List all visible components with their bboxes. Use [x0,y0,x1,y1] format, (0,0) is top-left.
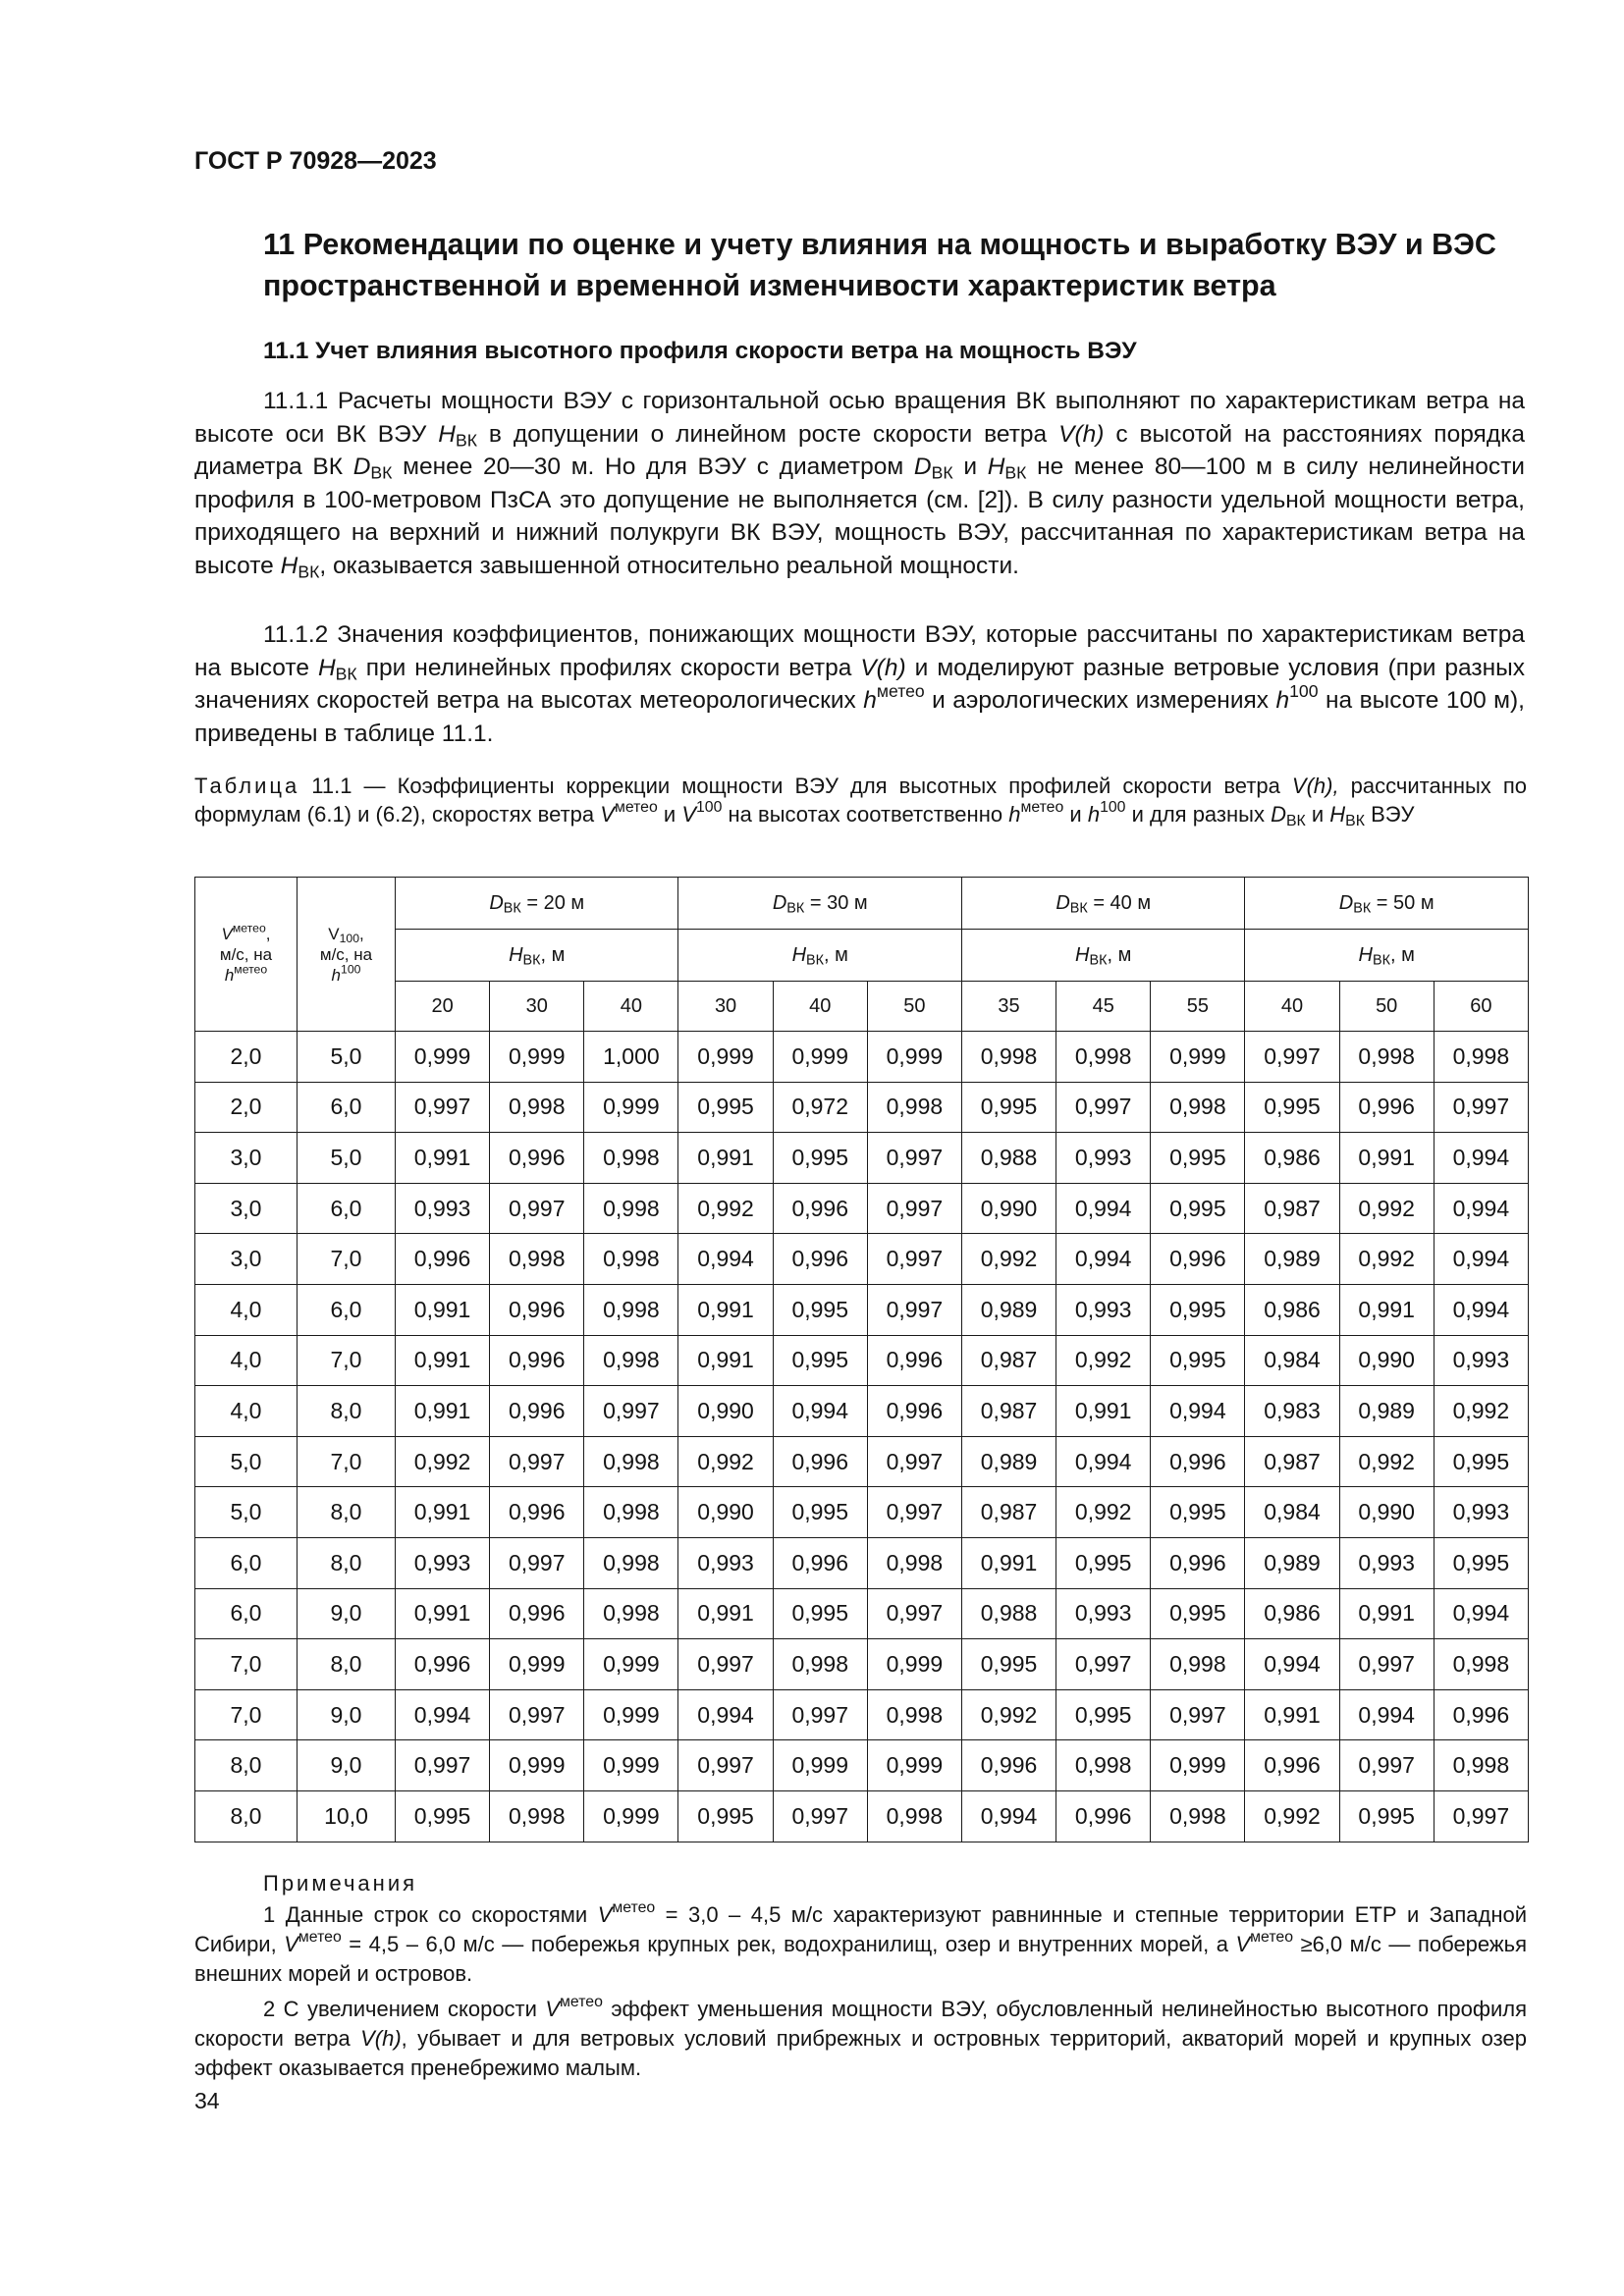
cell-coefficient: 0,991 [678,1284,773,1335]
cell-coefficient: 0,996 [1151,1234,1245,1285]
header-height-value: 50 [867,982,961,1032]
cell-coefficient: 0,996 [1434,1689,1528,1740]
cell-coefficient: 0,995 [1151,1487,1245,1538]
section-title: 11 Рекомендации по оценке и учету влияния на мощность и выработку ВЭУ и ВЭС пространственной и временной изменчивости характеристик ветра [263,228,1496,302]
cell-coefficient: 0,992 [1245,1790,1339,1842]
cell-coefficient: 0,997 [396,1740,490,1791]
cell-coefficient: 0,996 [773,1234,867,1285]
cell-coefficient: 0,998 [584,1183,678,1234]
cell-coefficient: 0,987 [1245,1183,1339,1234]
cell-coefficient: 0,997 [867,1588,961,1639]
cell-coefficient: 0,992 [678,1436,773,1487]
header-diameter-group: $D_{ВК} = 50$ м [1245,878,1528,930]
cell-coefficient: 0,998 [584,1335,678,1386]
cell-coefficient: 0,991 [678,1588,773,1639]
cell-coefficient: 0,990 [678,1487,773,1538]
cell-coefficient: 0,994 [1151,1386,1245,1437]
cell-coefficient: 0,996 [490,1386,584,1437]
cell-coefficient: 0,992 [1339,1183,1434,1234]
table-row [195,1133,1529,1184]
table-row [195,1284,1529,1335]
cell-coefficient: 0,997 [1056,1082,1151,1133]
cell-coefficient: 0,992 [1056,1335,1151,1386]
cell-coefficient: 0,994 [1434,1183,1528,1234]
power-correction-table [194,877,1529,1842]
cell-coefficient: 0,994 [773,1386,867,1437]
cell-coefficient: 0,972 [773,1082,867,1133]
header-height-value: 40 [584,982,678,1032]
cell-coefficient: 0,995 [678,1790,773,1842]
table-row [195,1639,1529,1690]
cell-coefficient: 0,996 [490,1284,584,1335]
cell-coefficient: 0,998 [867,1082,961,1133]
cell-coefficient: 0,984 [1245,1335,1339,1386]
header-height-value: 30 [678,982,773,1032]
header-hub-height: $H_{ВК}$, м [396,930,678,982]
cell-v-meteo: 6,0 [195,1588,298,1639]
cell-v-meteo: 3,0 [195,1183,298,1234]
cell-coefficient: 0,996 [1151,1436,1245,1487]
cell-coefficient: 0,986 [1245,1588,1339,1639]
cell-coefficient: 0,998 [1151,1790,1245,1842]
header-hub-height: $H_{ВК}$, м [961,930,1244,982]
cell-coefficient: 0,996 [1056,1790,1151,1842]
cell-coefficient: 0,995 [1339,1790,1434,1842]
cell-coefficient: 0,991 [1339,1588,1434,1639]
cell-coefficient: 0,995 [961,1082,1056,1133]
cell-v100: 6,0 [298,1082,396,1133]
cell-coefficient: 0,997 [773,1689,867,1740]
table-row [195,1234,1529,1285]
cell-coefficient: 0,990 [961,1183,1056,1234]
notes [194,1869,1527,2089]
header-hub-height: $H_{ВК}$, м [1245,930,1528,982]
cell-coefficient: 0,994 [1339,1689,1434,1740]
cell-coefficient: 0,993 [1056,1284,1151,1335]
cell-coefficient: 0,996 [773,1537,867,1588]
cell-v-meteo: 4,0 [195,1335,298,1386]
header-v-meteo: $V^{метео}$, м/с, на $h^{метео}$ [195,878,298,1032]
cell-coefficient: 0,997 [490,1537,584,1588]
cell-coefficient: 0,990 [1339,1335,1434,1386]
table-row [195,1032,1529,1083]
cell-coefficient: 0,993 [678,1537,773,1588]
cell-coefficient: 0,991 [678,1335,773,1386]
cell-coefficient: 0,996 [490,1335,584,1386]
note-2: 2 С увеличением скорости $V^{метео}$ эффект уменьшения мощности ВЭУ, обусловленный нелинейностью высотного профиля скорости ветра V(h), убывает и для ветровых условий прибрежных и островных территорий, акваторий морей и крупных озер эффект оказывается пренебрежимо малым. [194,1994,1527,2080]
cell-coefficient: 0,993 [396,1183,490,1234]
header-diameter-group: $D_{ВК} = 30$ м [678,878,961,930]
header-height-value: 30 [490,982,584,1032]
cell-coefficient: 0,999 [1151,1032,1245,1083]
cell-coefficient: 0,991 [1339,1284,1434,1335]
cell-coefficient: 0,988 [961,1588,1056,1639]
cell-coefficient: 0,995 [678,1082,773,1133]
table-row [195,1436,1529,1487]
cell-coefficient: 0,986 [1245,1133,1339,1184]
cell-coefficient: 0,991 [678,1133,773,1184]
cell-coefficient: 0,998 [1434,1639,1528,1690]
cell-coefficient: 0,994 [961,1790,1056,1842]
table-header-row-diameters [195,878,1529,930]
cell-coefficient: 0,991 [396,1487,490,1538]
cell-coefficient: 0,995 [1056,1537,1151,1588]
cell-coefficient: 1,000 [584,1032,678,1083]
cell-coefficient: 0,987 [961,1335,1056,1386]
cell-coefficient: 0,999 [396,1032,490,1083]
table-row [195,1386,1529,1437]
cell-coefficient: 0,995 [773,1133,867,1184]
cell-coefficient: 0,987 [961,1386,1056,1437]
header-height-value: 45 [1056,982,1151,1032]
cell-v-meteo: 2,0 [195,1082,298,1133]
cell-coefficient: 0,991 [1056,1386,1151,1437]
cell-coefficient: 0,996 [1245,1740,1339,1791]
cell-coefficient: 0,994 [1056,1436,1151,1487]
cell-coefficient: 0,997 [867,1284,961,1335]
cell-coefficient: 0,989 [1339,1386,1434,1437]
cell-coefficient: 0,991 [396,1133,490,1184]
page-number: 34 [194,2088,220,2113]
cell-coefficient: 0,997 [867,1183,961,1234]
cell-coefficient: 0,994 [1056,1234,1151,1285]
header-height-value: 50 [1339,982,1434,1032]
cell-coefficient: 0,994 [1245,1639,1339,1690]
cell-coefficient: 0,992 [1339,1234,1434,1285]
cell-coefficient: 0,992 [1056,1487,1151,1538]
cell-coefficient: 0,998 [584,1133,678,1184]
cell-coefficient: 0,993 [1434,1335,1528,1386]
cell-coefficient: 0,989 [1245,1537,1339,1588]
header-height-value: 35 [961,982,1056,1032]
cell-coefficient: 0,994 [1434,1133,1528,1184]
cell-coefficient: 0,999 [490,1740,584,1791]
cell-coefficient: 0,997 [1339,1740,1434,1791]
header-v100: $V_{100}$, м/с, на $h^{100}$ [298,878,396,1032]
cell-coefficient: 0,995 [1151,1588,1245,1639]
cell-coefficient: 0,996 [961,1740,1056,1791]
cell-coefficient: 0,997 [867,1133,961,1184]
cell-v100: 9,0 [298,1588,396,1639]
cell-coefficient: 0,998 [1434,1740,1528,1791]
cell-coefficient: 0,998 [584,1284,678,1335]
cell-coefficient: 0,999 [773,1032,867,1083]
cell-coefficient: 0,997 [1151,1689,1245,1740]
cell-coefficient: 0,996 [490,1487,584,1538]
cell-coefficient: 0,999 [584,1082,678,1133]
table-row [195,1335,1529,1386]
cell-coefficient: 0,987 [1245,1436,1339,1487]
cell-coefficient: 0,994 [1434,1234,1528,1285]
cell-v100: 8,0 [298,1386,396,1437]
table-row [195,1689,1529,1740]
cell-coefficient: 0,998 [961,1032,1056,1083]
cell-coefficient: 0,994 [1434,1588,1528,1639]
cell-coefficient: 0,995 [1151,1183,1245,1234]
cell-coefficient: 0,991 [1245,1689,1339,1740]
cell-coefficient: 0,991 [396,1284,490,1335]
cell-v-meteo: 7,0 [195,1639,298,1690]
cell-coefficient: 0,996 [396,1639,490,1690]
cell-coefficient: 0,994 [396,1689,490,1740]
cell-coefficient: 0,983 [1245,1386,1339,1437]
cell-coefficient: 0,996 [490,1133,584,1184]
cell-coefficient: 0,993 [396,1537,490,1588]
cell-coefficient: 0,995 [961,1639,1056,1690]
cell-coefficient: 0,998 [584,1436,678,1487]
cell-coefficient: 0,995 [1151,1133,1245,1184]
cell-v100: 10,0 [298,1790,396,1842]
table-caption: Таблица 11.1 — Коэффициенты коррекции мощности ВЭУ для высотных профилей скорости ветра V(h), рассчитанных по формулам (6.1) и (6.2), скоростях ветра $V^{метео}$ и $V^{100}$ на высотах соответственно $h^{метео}$ и $h^{100}$ и для разных $D_{ВК}$ и $H_{ВК}$ ВЭУ [194,774,1527,829]
table-row [195,1790,1529,1842]
cell-v100: 7,0 [298,1335,396,1386]
cell-v-meteo: 5,0 [195,1487,298,1538]
table-row [195,1537,1529,1588]
cell-coefficient: 0,991 [396,1386,490,1437]
cell-coefficient: 0,994 [1056,1183,1151,1234]
cell-v100: 5,0 [298,1133,396,1184]
cell-coefficient: 0,992 [961,1689,1056,1740]
cell-v-meteo: 3,0 [195,1234,298,1285]
header-height-value: 55 [1151,982,1245,1032]
cell-coefficient: 0,998 [1151,1639,1245,1690]
cell-coefficient: 0,989 [961,1436,1056,1487]
cell-coefficient: 0,994 [678,1689,773,1740]
cell-coefficient: 0,999 [490,1032,584,1083]
cell-coefficient: 0,997 [1339,1639,1434,1690]
cell-coefficient: 0,992 [396,1436,490,1487]
notes-heading: Примечания [263,1871,418,1896]
cell-coefficient: 0,997 [1245,1032,1339,1083]
table-header-row-heights [195,982,1529,1032]
cell-coefficient: 0,988 [961,1133,1056,1184]
cell-coefficient: 0,995 [1056,1689,1151,1740]
cell-v-meteo: 2,0 [195,1032,298,1083]
header-height-value: 20 [396,982,490,1032]
cell-coefficient: 0,997 [678,1740,773,1791]
cell-coefficient: 0,998 [584,1588,678,1639]
cell-coefficient: 0,993 [1339,1537,1434,1588]
cell-coefficient: 0,989 [961,1284,1056,1335]
cell-coefficient: 0,995 [773,1284,867,1335]
cell-coefficient: 0,995 [773,1487,867,1538]
paragraph-11-1-1: 11.1.1 Расчеты мощности ВЭУ с горизонтальной осью вращения ВК выполняют по характеристикам ветра на высоте оси ВК ВЭУ $H_{ВК}$ в допущении о линейном росте скорости ветра V(h) с высотой на расстояниях порядка диаметра ВК $D_{ВК}$ менее 20—30 м. Но для ВЭУ с диаметром $D_{ВК}$ и $H_{ВК}$ не менее 80—100 м в силу нелинейности профиля в 100-метровом ПзСА это допущение не выполняется (см. [2]). В силу разности удельной мощности ветра, приходящего на верхний и нижний полукруги ВК ВЭУ, мощность ВЭУ, рассчитанная по характеристикам ветра на высоте $H_{ВК}$, оказывается завышенной относительно реальной мощности. [194,388,1525,581]
cell-coefficient: 0,999 [584,1790,678,1842]
cell-coefficient: 0,993 [1056,1588,1151,1639]
cell-v100: 8,0 [298,1537,396,1588]
header-hub-height: $H_{ВК}$, м [678,930,961,982]
cell-coefficient: 0,984 [1245,1487,1339,1538]
cell-coefficient: 0,995 [1151,1335,1245,1386]
cell-coefficient: 0,996 [867,1335,961,1386]
cell-coefficient: 0,998 [867,1689,961,1740]
cell-v-meteo: 4,0 [195,1284,298,1335]
cell-coefficient: 0,993 [1056,1133,1151,1184]
cell-coefficient: 0,994 [678,1234,773,1285]
cell-coefficient: 0,996 [396,1234,490,1285]
cell-coefficient: 0,998 [584,1487,678,1538]
cell-coefficient: 0,997 [490,1436,584,1487]
cell-coefficient: 0,992 [1339,1436,1434,1487]
cell-coefficient: 0,996 [867,1386,961,1437]
cell-coefficient: 0,992 [678,1183,773,1234]
cell-coefficient: 0,998 [867,1537,961,1588]
table-row [195,1082,1529,1133]
cell-coefficient: 0,998 [584,1234,678,1285]
cell-v-meteo: 5,0 [195,1436,298,1487]
cell-coefficient: 0,991 [396,1335,490,1386]
cell-coefficient: 0,997 [1056,1639,1151,1690]
cell-coefficient: 0,997 [1434,1790,1528,1842]
cell-coefficient: 0,999 [867,1740,961,1791]
document-code: ГОСТ Р 70928—2023 [194,147,437,175]
cell-coefficient: 0,989 [1245,1234,1339,1285]
cell-coefficient: 0,995 [396,1790,490,1842]
cell-coefficient: 0,998 [1339,1032,1434,1083]
cell-v-meteo: 4,0 [195,1386,298,1437]
table-row [195,1487,1529,1538]
cell-coefficient: 0,999 [584,1689,678,1740]
cell-coefficient: 0,999 [490,1639,584,1690]
cell-coefficient: 0,999 [584,1639,678,1690]
cell-v100: 8,0 [298,1487,396,1538]
cell-coefficient: 0,992 [1434,1386,1528,1437]
cell-coefficient: 0,998 [490,1082,584,1133]
cell-coefficient: 0,998 [490,1234,584,1285]
cell-coefficient: 0,995 [773,1335,867,1386]
cell-coefficient: 0,998 [1056,1740,1151,1791]
cell-coefficient: 0,992 [961,1234,1056,1285]
cell-v100: 5,0 [298,1032,396,1083]
cell-coefficient: 0,997 [867,1487,961,1538]
cell-coefficient: 0,998 [1056,1032,1151,1083]
cell-v100: 6,0 [298,1183,396,1234]
table-row [195,1588,1529,1639]
header-height-value: 60 [1434,982,1528,1032]
cell-coefficient: 0,996 [1151,1537,1245,1588]
cell-v100: 7,0 [298,1234,396,1285]
header-diameter-group: $D_{ВК} = 20$ м [396,878,678,930]
header-height-value: 40 [773,982,867,1032]
cell-coefficient: 0,996 [773,1436,867,1487]
cell-coefficient: 0,995 [1434,1436,1528,1487]
cell-v100: 8,0 [298,1639,396,1690]
cell-v-meteo: 6,0 [195,1537,298,1588]
header-height-value: 40 [1245,982,1339,1032]
cell-coefficient: 0,995 [773,1588,867,1639]
cell-coefficient: 0,994 [1434,1284,1528,1335]
cell-v100: 9,0 [298,1740,396,1791]
cell-coefficient: 0,993 [1434,1487,1528,1538]
cell-coefficient: 0,999 [773,1740,867,1791]
cell-coefficient: 0,997 [867,1436,961,1487]
cell-coefficient: 0,998 [1151,1082,1245,1133]
cell-coefficient: 0,987 [961,1487,1056,1538]
cell-coefficient: 0,997 [490,1183,584,1234]
cell-coefficient: 0,997 [773,1790,867,1842]
cell-coefficient: 0,991 [1339,1133,1434,1184]
cell-coefficient: 0,995 [1245,1082,1339,1133]
cell-coefficient: 0,997 [396,1082,490,1133]
cell-coefficient: 0,998 [867,1790,961,1842]
table-header-row-hub-height [195,930,1529,982]
cell-coefficient: 0,990 [678,1386,773,1437]
note-1: 1 Данные строк со скоростями $V^{метео} = 3,0 - 4,5$ м/с характеризуют равнинные и степные территории ЕТР и Западной Сибири, $V^{метео} = 4,5 - 6,0$ м/с — побережья крупных рек, водохранилищ, озер и внутренних морей, а $V^{метео} \ge 6,0$ м/с — побережья внешних морей и островов. [194,1899,1527,1986]
cell-coefficient: 0,995 [1151,1284,1245,1335]
cell-coefficient: 0,996 [490,1588,584,1639]
cell-v-meteo: 8,0 [195,1740,298,1791]
cell-coefficient: 0,997 [490,1689,584,1740]
cell-coefficient: 0,998 [1434,1032,1528,1083]
paragraph-11-1-2: 11.1.2 Значения коэффициентов, понижающих мощности ВЭУ, которые рассчитаны по характеристикам ветра на высоте $H_{ВК}$ при нелинейных профилях скорости ветра V(h) и моделируют разные ветровые условия (при разных значениях скоростей ветра на высотах метеорологических $h^{метео}$ и аэрологических измерениях $h^{100}$ на высоте 100 м), приведены в таблице 11.1. [194,621,1525,747]
cell-coefficient: 0,991 [961,1537,1056,1588]
cell-coefficient: 0,999 [678,1032,773,1083]
cell-coefficient: 0,999 [867,1639,961,1690]
cell-coefficient: 0,999 [584,1740,678,1791]
cell-v100: 6,0 [298,1284,396,1335]
cell-v-meteo: 8,0 [195,1790,298,1842]
cell-coefficient: 0,997 [678,1639,773,1690]
cell-coefficient: 0,999 [1151,1740,1245,1791]
cell-coefficient: 0,997 [1434,1082,1528,1133]
subsection-title: 11.1 Учет влияния высотного профиля скорости ветра на мощность ВЭУ [263,338,1137,364]
cell-coefficient: 0,998 [584,1537,678,1588]
cell-coefficient: 0,990 [1339,1487,1434,1538]
cell-coefficient: 0,986 [1245,1284,1339,1335]
cell-v-meteo: 7,0 [195,1689,298,1740]
cell-coefficient: 0,996 [773,1183,867,1234]
cell-v-meteo: 3,0 [195,1133,298,1184]
table-row [195,1740,1529,1791]
cell-coefficient: 0,999 [867,1032,961,1083]
table-row [195,1183,1529,1234]
cell-coefficient: 0,997 [867,1234,961,1285]
cell-coefficient: 0,998 [773,1639,867,1690]
cell-coefficient: 0,996 [1339,1082,1434,1133]
cell-coefficient: 0,991 [396,1588,490,1639]
cell-coefficient: 0,995 [1434,1537,1528,1588]
cell-v100: 7,0 [298,1436,396,1487]
cell-coefficient: 0,997 [584,1386,678,1437]
cell-coefficient: 0,998 [490,1790,584,1842]
header-diameter-group: $D_{ВК} = 40$ м [961,878,1244,930]
cell-v100: 9,0 [298,1689,396,1740]
